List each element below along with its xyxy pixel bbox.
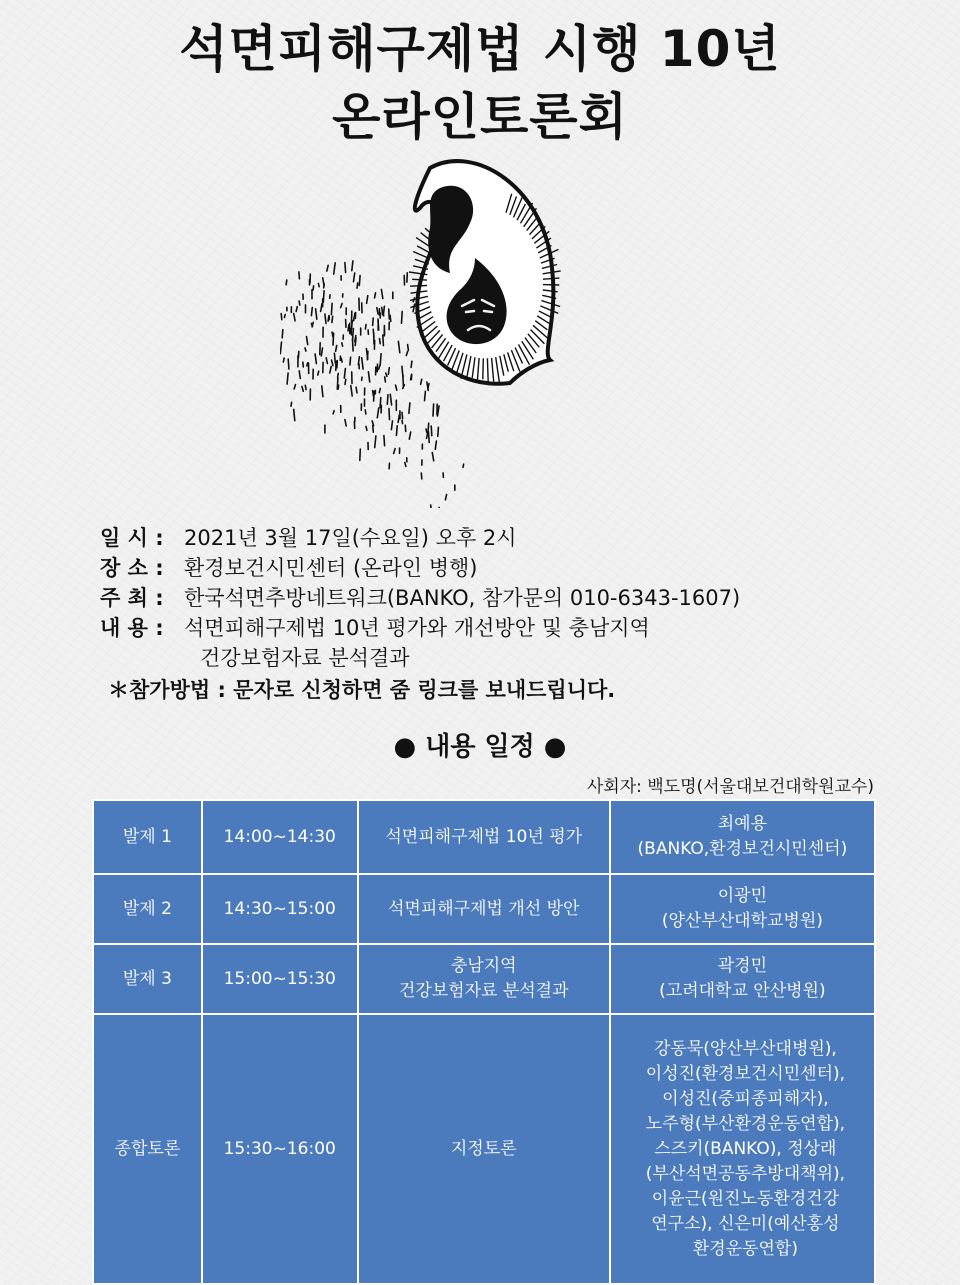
content-value-1: 석면피해구제법 10년 평가와 개선방안 및 충남지역 bbox=[184, 613, 650, 643]
panelist-line: 강동묵(양산부산대병원), bbox=[621, 1037, 870, 1062]
moderator: 사회자: 백도명(서울대보건대학원교수) bbox=[587, 772, 874, 797]
topic-cell bbox=[358, 874, 610, 944]
title-line-2: 온라인토론회 bbox=[0, 92, 960, 142]
presenter-affiliation: (양산부산대학교병원) bbox=[662, 911, 823, 931]
date-label: 일 시 : bbox=[100, 523, 184, 553]
presenter-name: 곽경민 bbox=[718, 956, 767, 976]
time-cell: 15:30~16:00 bbox=[202, 1014, 358, 1284]
participation-note: ＊참가방법 : 문자로 신청하면 줌 링크를 보내드립니다. bbox=[100, 675, 900, 705]
venue-row bbox=[100, 553, 900, 583]
panelist-line: 이성진(환경보건시민센터), bbox=[621, 1062, 870, 1087]
table-row bbox=[93, 944, 875, 1014]
presenter-name: 이광민 bbox=[718, 886, 767, 906]
content-row bbox=[100, 613, 900, 643]
panelist-line: 환경운동연합) bbox=[621, 1237, 870, 1262]
time-cell: 14:00~14:30 bbox=[202, 800, 358, 874]
panelist-line: 노주형(부산환경운동연합), bbox=[621, 1112, 870, 1137]
schedule-heading: ● 내용 일정 ● bbox=[0, 726, 960, 763]
panelist-line: 스즈키(BANKO), 정상래 bbox=[621, 1137, 870, 1162]
host-value: 한국석면추방네트워크(BANKO, 참가문의 010-6343-1607) bbox=[184, 583, 740, 613]
time-cell: 15:00~15:30 bbox=[202, 944, 358, 1014]
topic-text-line-2: 건강보험자료 분석결과 bbox=[399, 981, 569, 1001]
host-row bbox=[100, 583, 900, 613]
host-label: 주 최 : bbox=[100, 583, 184, 613]
topic-cell bbox=[358, 800, 610, 874]
venue-value: 환경보건시민센터 (온라인 병행) bbox=[184, 553, 477, 583]
session-cell: 발제 1 bbox=[93, 800, 202, 874]
presenter-cell bbox=[610, 800, 875, 874]
sorrowful-face-in-teardrop-illustration bbox=[280, 148, 570, 508]
venue-label: 장 소 : bbox=[100, 553, 184, 583]
topic-text: 석면피해구제법 개선 방안 bbox=[388, 899, 579, 919]
topic-cell bbox=[358, 944, 610, 1014]
content-row-2 bbox=[100, 643, 900, 673]
session-cell: 종합토론 bbox=[93, 1014, 202, 1284]
event-info bbox=[100, 523, 900, 705]
presenter-affiliation: (BANKO,환경보건시민센터) bbox=[638, 839, 848, 859]
title-line-1: 석면피해구제법 시행 10년 bbox=[0, 24, 960, 74]
session-cell: 발제 2 bbox=[93, 874, 202, 944]
panelist-line: 이성진(중피종피해자), bbox=[621, 1087, 870, 1112]
date-value: 2021년 3월 17일(수요일) 오후 2시 bbox=[184, 523, 517, 553]
schedule-table bbox=[92, 799, 876, 1285]
table-row bbox=[93, 874, 875, 944]
topic-text: 석면피해구제법 10년 평가 bbox=[385, 827, 582, 847]
topic-text-line-1: 충남지역 bbox=[451, 956, 517, 976]
topic-text: 지정토론 bbox=[451, 1139, 517, 1159]
table-row bbox=[93, 1014, 875, 1284]
topic-cell bbox=[358, 1014, 610, 1284]
date-row bbox=[100, 523, 900, 553]
session-cell: 발제 3 bbox=[93, 944, 202, 1014]
time-cell: 14:30~15:00 bbox=[202, 874, 358, 944]
presenter-affiliation: (고려대학교 안산병원) bbox=[659, 981, 825, 1001]
presenter-cell bbox=[610, 944, 875, 1014]
table-row bbox=[93, 800, 875, 874]
presenter-cell bbox=[610, 874, 875, 944]
panelist-line: 이윤근(원진노동환경건강 bbox=[621, 1187, 870, 1212]
panel-list-cell bbox=[610, 1014, 875, 1284]
content-value-2: 건강보험자료 분석결과 bbox=[200, 643, 410, 673]
panelist-line: (부산석면공동추방대책위), bbox=[621, 1162, 870, 1187]
panelist-line: 연구소), 신은미(예산홍성 bbox=[621, 1212, 870, 1237]
presenter-name: 최예용 bbox=[718, 814, 767, 834]
content-label: 내 용 : bbox=[100, 613, 184, 643]
